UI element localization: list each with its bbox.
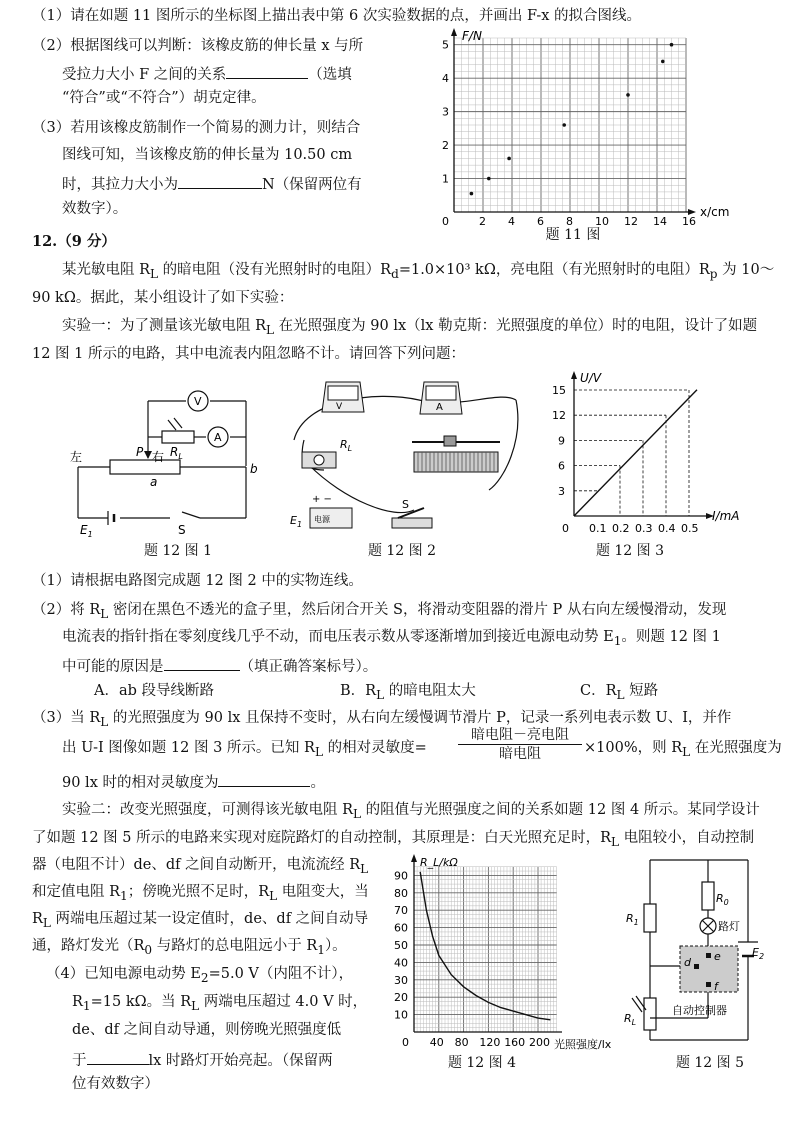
voltmeter-device — [322, 382, 364, 412]
answer-blank[interactable] — [87, 1048, 149, 1065]
fig11-x-tick-label: 8 — [566, 215, 573, 226]
svg-text:V: V — [336, 402, 343, 412]
fig12-3-x-tick-label: 0.3 — [635, 522, 653, 535]
q12-exp2-line2: 了如题 12 图 5 所示的电路来实现对庭院路灯的自动控制，其原理是：白天光照充足时，$R_L$ 电阻较小，自动控制 — [32, 830, 755, 849]
svg-text:电源: 电源 — [314, 515, 330, 524]
fig12-4-xlabel: 光照强度/lx — [554, 1038, 612, 1051]
sensitivity-fraction — [458, 726, 582, 763]
q12-part4-line5: 位有效数字） — [72, 1076, 159, 1092]
fig11-x-tick-label: 10 — [595, 215, 609, 226]
svg-text:A: A — [214, 431, 222, 444]
svg-text:V: V — [194, 395, 202, 408]
q12-part4-line2: $R_1=15$ kΩ。当 $R_L$ 两端电压超过 4.0 V 时， — [72, 994, 368, 1013]
fig11-data-point — [470, 192, 474, 196]
q12-part3-line1: （3）当 $R_L$ 的光照强度为 90 lx 且保持不变时，从右向左缓慢调节滑片 P，记录一系列电表示数 U、I，并作 — [32, 710, 732, 729]
q12-part3-line2b: ×100%，则 $R_L$ 在光照强度为 — [584, 740, 782, 759]
fig11-y-tick-label: 3 — [442, 105, 449, 119]
fig11-ylabel: F/N — [462, 29, 482, 43]
fig12-4-y-tick-label: 10 — [394, 1008, 408, 1022]
fig12-4-y-tick-label: 50 — [394, 939, 408, 952]
fraction-denominator: 暗电阻 — [458, 744, 582, 763]
svg-text:S: S — [178, 523, 186, 537]
fig12-4-caption: 题 12 图 4 — [447, 1055, 517, 1071]
fig12-3-y-tick-label: 6 — [558, 459, 565, 473]
fig12-1-caption: 题 12 图 1 — [143, 543, 213, 559]
fig12-4-y-tick-label: 70 — [394, 904, 408, 918]
fig12-4-y-tick-label: 90 — [394, 869, 408, 883]
svg-text:R0: $R_0$ — [716, 892, 729, 907]
fig12-3-x-tick-label: 0.2 — [612, 522, 630, 535]
q12-option-c: C．$R_L$ 短路 — [580, 683, 659, 702]
fig12-4-y-tick-label: 40 — [394, 956, 408, 970]
fig11-data-point — [670, 43, 674, 47]
q12-exp1-line2: 12 图 1 所示的电路，其中电流表内阻忽略不计。请回答下列问题： — [32, 346, 466, 362]
svg-text:E2: $E_2$ — [752, 946, 765, 961]
fig11-y-arrow — [451, 28, 457, 36]
svg-text:E1: $E_1$ — [290, 514, 303, 529]
q11-part3-line2: 图线可知，当该橡皮筋的伸长量为 10.50 cm — [62, 147, 353, 163]
q12-part2-line1: （2）将 $R_L$ 密闭在黑色不透光的盒子里，然后闭合开关 S，将滑动变阻器的滑片 P 从右向左缓慢滑动，发现 — [32, 602, 727, 621]
fig11-x-tick-label: 14 — [653, 215, 667, 226]
q12-part2-line2: 电流表的指针指在零刻度线几乎不动，而电压表示数从零逐渐增加到接近电源电动势 $E_1$。则题 12 图 1 — [62, 629, 721, 648]
battery-device — [290, 494, 352, 529]
svg-text:RL: $R_L$ — [624, 1012, 637, 1027]
svg-text:d: d — [684, 956, 691, 969]
fig11-data-point — [562, 123, 566, 127]
fig12-4-y-tick-label: 60 — [394, 921, 408, 935]
figure-12-3-chart — [548, 368, 748, 538]
svg-text:f: f — [714, 980, 718, 993]
q11-part1: （1）请在如题 11 图所示的坐标图上描出表中第 6 次实验数据的点，并画出 F-x 的拟合图线。 — [32, 8, 642, 24]
fig12-3-x-tick-label: 0.5 — [681, 522, 699, 535]
q12-part1: （1）请根据电路图完成题 12 图 2 中的实物连线。 — [32, 573, 363, 589]
q12-part3-line3: 90 lx 时的相对灵敏度为 。 — [62, 770, 325, 793]
fig11-y-tick-label: 5 — [442, 38, 449, 52]
svg-text:b: b — [250, 462, 258, 476]
svg-text:路灯: 路灯 — [718, 920, 740, 933]
fig11-x-tick-label: 12 — [624, 215, 638, 226]
q12-part4-line1: （4）已知电源电动势 $E_2=5.0$ V（内阻不计）， — [46, 966, 354, 985]
q12-part3-line2: 出 U-I 图像如题 12 图 3 所示。已知 $R_L$ 的相对灵敏度= — [62, 740, 427, 759]
svg-text:自动控制器: 自动控制器 — [672, 1004, 727, 1017]
svg-text:R1: $R_1$ — [626, 912, 639, 927]
fig12-5-caption: 题 12 图 5 — [675, 1055, 745, 1071]
fig11-data-point — [507, 157, 511, 161]
fig11-data-point — [487, 177, 491, 181]
fig12-4-x-tick-label: 80 — [454, 1036, 469, 1049]
q12-exp2-line6: 通，路灯发光（$R_0$ 与路灯的总电阻远小于 $R_1$）。 — [32, 938, 347, 957]
fig12-3-y-tick-label: 12 — [552, 409, 566, 423]
fig11-x-tick-label: 16 — [682, 215, 696, 226]
figure-12-4-chart — [386, 854, 616, 1054]
fig11-origin: 0 — [442, 215, 449, 226]
photoresistor-device — [302, 438, 352, 468]
ammeter-device — [420, 382, 462, 414]
q12-exp1-line1: 实验一：为了测量该光敏电阻 $R_L$ 在光照强度为 90 lx（lx 勒克斯：光照强度的单位）时的电阻，设计了如题 — [62, 318, 758, 337]
svg-text:+ −: + − — [312, 494, 332, 505]
fig12-4-y-tick-label: 30 — [394, 973, 408, 987]
fig12-2-caption: 题 12 图 2 — [367, 543, 437, 559]
svg-text:E1: $E_1$ — [80, 523, 93, 538]
fig12-3-series-line — [574, 390, 697, 516]
svg-text:左: 左 — [70, 450, 83, 464]
fig12-3-y-tick-label: 3 — [558, 484, 565, 498]
q11-part2-line1: （2）根据图线可以判断：该橡皮筋的伸长量 x 与所 — [32, 38, 364, 54]
svg-text:a: a — [150, 475, 158, 489]
q12-option-b: B．$R_L$ 的暗电阻太大 — [340, 683, 476, 702]
fig11-y-tick-label: 4 — [442, 72, 449, 86]
fig11-x-tick-label: 6 — [537, 215, 544, 226]
fig12-4-x-tick-label: 120 — [479, 1036, 501, 1049]
q12-exp2-line1: 实验二：改变光照强度，可测得该光敏电阻 $R_L$ 的阻值与光照强度之间的关系如题 12 图 4 所示。某同学设计 — [62, 802, 760, 821]
q12-intro-line1: 某光敏电阻 $R_L$ 的暗电阻（没有光照射时的电阻）$R_d=1.0\times 10^3$ kΩ，亮电阻（有光照射时的电阻）$R_p$ 为 10～ — [62, 262, 775, 281]
fig11-data-point — [661, 60, 665, 64]
answer-blank[interactable] — [178, 172, 262, 189]
svg-text:S: S — [402, 498, 409, 511]
q11-part3-line3: 时，其拉力大小为 N（保留两位有 — [62, 172, 362, 195]
rheostat-device — [412, 436, 500, 472]
q12-option-a: A．ab 段导线断路 — [94, 683, 215, 699]
q12-part4-line3: de、df 之间自动导通，则傍晚光照强度低 — [72, 1022, 342, 1038]
answer-blank[interactable] — [226, 62, 308, 79]
fig12-4-grid — [414, 867, 557, 1032]
fig12-3-xlabel: I/mA — [712, 509, 740, 523]
fig12-4-x-tick-label: 0 — [402, 1036, 409, 1049]
fraction-numerator: 暗电阻－亮电阻 — [471, 727, 569, 743]
answer-blank[interactable] — [218, 770, 310, 787]
svg-text:P: P — [136, 445, 144, 459]
figure-12-5-circuit — [620, 848, 780, 1048]
q12-part2-line3: 中可能的原因是 （填正确答案标号）。 — [62, 654, 377, 677]
fig12-3-y-tick-label: 15 — [552, 384, 566, 397]
q11-part3-line4: 效数字）。 — [62, 201, 128, 217]
svg-text:RL: $R_L$ — [340, 438, 353, 453]
q12-exp2-line3: 器（电阻不计）de、df 之间自动断开，电流流经 $R_L$ — [32, 857, 369, 876]
fig12-4-x-tick-label: 160 — [504, 1036, 526, 1049]
q12-intro-line2: 90 kΩ。据此，某小组设计了如下实验： — [32, 290, 294, 306]
q12-part4-line4: 于 lx 时路灯开始亮起。（保留两 — [72, 1048, 333, 1071]
fig12-3-x-tick-label: 0 — [562, 522, 569, 535]
q12-heading: 12.（9 分） — [32, 233, 116, 250]
fig12-3-x-tick-label: 0.4 — [658, 522, 676, 535]
fig11-xlabel: x/cm — [700, 205, 730, 219]
fig11-y-tick-label: 1 — [442, 172, 449, 186]
fig11-grid — [454, 38, 686, 212]
svg-text:A: A — [436, 402, 443, 413]
fig12-3-x-tick-label: 0.1 — [589, 522, 607, 535]
fig12-4-y-tick-label: 20 — [394, 991, 408, 1005]
fig11-x-tick-label: 4 — [508, 215, 515, 226]
fig12-3-caption: 题 12 图 3 — [595, 543, 665, 559]
fig12-3-ylabel: U/V — [580, 371, 602, 385]
q12-exp2-line4: 和定值电阻 $R_1$；傍晚光照不足时，$R_L$ 电阻变大，当 — [32, 884, 369, 903]
fig12-4-x-tick-label: 40 — [429, 1036, 444, 1049]
answer-blank[interactable] — [164, 654, 240, 671]
figure-12-1-circuit — [70, 388, 270, 538]
fig11-caption: 题 11 图 — [545, 227, 601, 243]
fig12-4-ylabel: R_L/kΩ — [420, 856, 458, 869]
fig12-3-y-tick-label: 9 — [558, 434, 565, 448]
figure-11-chart — [438, 26, 738, 226]
q11-part2-line3: “符合”或“不符合”）胡克定律。 — [62, 90, 266, 106]
fig11-y-tick-label: 2 — [442, 139, 449, 153]
fig12-4-x-tick-label: 200 — [529, 1036, 550, 1049]
svg-text:右: 右 — [152, 450, 165, 464]
svg-text:e: e — [714, 950, 721, 963]
fig12-4-y-tick-label: 80 — [394, 886, 408, 900]
figure-12-2-apparatus — [284, 370, 524, 540]
fig11-data-point — [626, 93, 630, 97]
fig12-1-rl-label: $R_L$ — [170, 445, 183, 461]
q11-part2-line2: 受拉力大小 F 之间的关系 （选填 — [62, 62, 352, 85]
fig11-x-tick-label: 2 — [479, 215, 486, 226]
q11-part3-line1: （3）若用该橡皮筋制作一个简易的测力计，则结合 — [32, 120, 361, 136]
q12-exp2-line5: $R_L$ 两端电压超过某一设定值时，de、df 之间自动导 — [32, 911, 369, 930]
